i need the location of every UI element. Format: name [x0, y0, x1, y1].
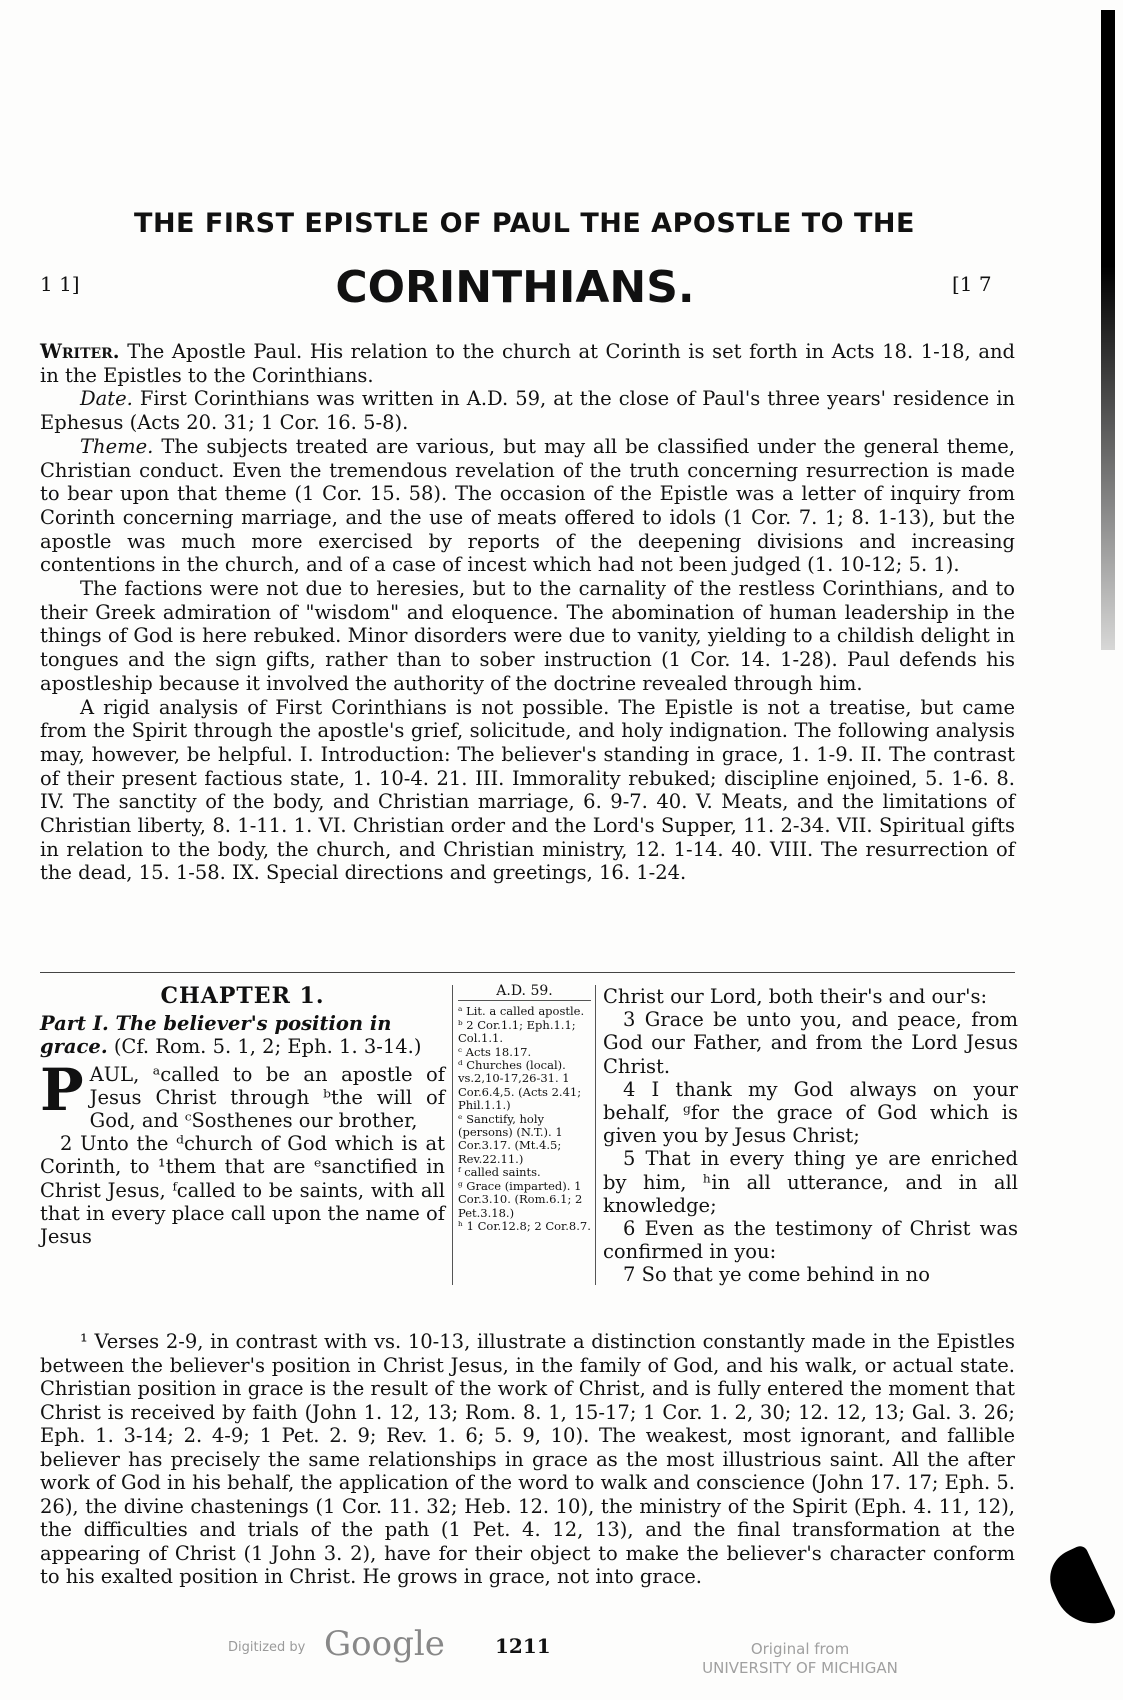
- digitized-by-label: Digitized by: [228, 1640, 306, 1655]
- footnote-text: ¹ Verses 2-9, in contrast with vs. 10-13, illustrate a distinction constantly made in the Epistles between the believer's position in Christ Jesus, in the family of God, and his walk, or actual state. Christian position in grace is the result of the work of Christ, and is fully entered the moment that Christ is received by faith (John 1. 12, 13; Rom. 8. 1, 15-17; 1 Cor. 1. 2, 30; 12. 12, 13; Gal. 3. 26; Eph. 1. 3-14; 2. 4-9; 1 Pet. 2. 9; Rev. 1. 6; 5. 9, 10). The weakest, most ignorant, and fallible believer has precisely the same relationships in grace as the most illustrious saint. All the after work of God in his behalf, the application of the word to walk and conscience (John 17. 17; Eph. 5. 26), the divine chastenings (1 Cor. 11. 32; Heb. 12. 10), the ministry of the Spirit (Eph. 4. 11, 12), the difficulties and trials of the path (1 Pet. 4. 12, 13), and the final transformation at the appearing of Christ (1 John 3. 2), have for their object to make the believer's character conform to his exalted position in Christ. He grows in grace, not into grace.: [40, 1330, 1015, 1588]
- verse-5: 5 That in every thing ye are enriched by him, ʰin all utterance, and in all knowledge;: [603, 1147, 1018, 1217]
- running-ref-left: 1 1]: [40, 272, 80, 296]
- page-edge-shadow: [1101, 10, 1115, 650]
- writer-label: Writer.: [40, 340, 120, 363]
- verse-1-text: AUL, ᵃcalled to be an apostle of Jesus Christ through ᵇthe will of God, and ᶜSosthenes our brother,: [89, 1062, 445, 1133]
- footnote: [40, 1330, 1015, 1589]
- margin-note: ʰ 1 Cor.12.8; 2 Cor.8.7.: [458, 1218, 591, 1233]
- margin-note: ᵈ Churches (local). vs.2,10-17,26-31. 1 Cor.6.4,5. (Acts 2.41; Phil.1.1.): [458, 1058, 582, 1113]
- margin-note: ᶠ called saints.: [458, 1165, 541, 1180]
- verse-2: 2 Unto the ᵈchurch of God which is at Corinth, to ¹them that are ᵉsanctified in Christ Jesus, ᶠcalled to be saints, with all that in every place call upon the name of Jesus: [40, 1132, 445, 1249]
- verse-4: 4 I thank my God always on your behalf, ᵍfor the grace of God which is given you by Jesus Christ;: [603, 1077, 1018, 1148]
- date-label: Date.: [80, 387, 133, 411]
- column-divider-left: [452, 985, 453, 1285]
- book-title-line: THE FIRST EPISTLE OF PAUL THE APOSTLE TO THE: [134, 208, 915, 239]
- date-text: First Corinthians was written in A.D. 59, at the close of Paul's three years' residence in Ephesus (Acts 20. 31; 1 Cor. 16. 5-8).: [40, 387, 1015, 435]
- part-heading: [40, 1012, 445, 1058]
- drop-cap: P: [40, 1055, 84, 1124]
- margin-note: ᵇ 2 Cor.1.1; Eph.1.1; Col.1.1.: [458, 1017, 576, 1046]
- margin-references: [458, 985, 591, 1233]
- verse-7: 7 So that ye come behind in no: [623, 1263, 930, 1287]
- original-from-line-1: Original from: [750, 1640, 850, 1658]
- margin-date: A.D. 59.: [458, 985, 591, 1001]
- intro-analysis: A rigid analysis of First Corinthians is not possible. The Epistle is not a treatise, but came from the Spirit through the apostle's grief, solicitude, and holy indignation. The following analysis may, however, be helpful. I. Introduction: The believer's standing in grace, 1. 1-9. II. The contrast of their present factious state, 1. 10-4. 21. III. Immorality rebuked; discipline enjoined, 5. 1-6. 8. IV. The sanctity of the body, and Christian marriage, 6. 9-7. 40. V. Meats, and the limitations of Christian liberty, 8. 1-11. 1. VI. Christian order and the Lord's Supper, 11. 2-34. VII. Spiritual gifts in relation to the body, the church, and Christian ministry, 12. 1-14. 40. VIII. The resurrection of the dead, 15. 1-58. IX. Special directions and greetings, 16. 1-24.: [40, 695, 1015, 885]
- original-from-line-2: UNIVERSITY OF MICHIGAN: [702, 1659, 898, 1677]
- margin-note: ᵍ Grace (imparted). 1 Cor.3.10. (Rom.6.1; 2 Pet.3.18.): [458, 1178, 583, 1220]
- part-title: Part I. The believer's position in grace.: [40, 1012, 392, 1059]
- page-number: 1211: [495, 1634, 551, 1658]
- original-from-label: [685, 1640, 915, 1678]
- intro-date: [40, 387, 1015, 434]
- theme-label: Theme.: [80, 434, 154, 458]
- text-column-right: [603, 985, 1018, 1287]
- chapter-heading: CHAPTER 1.: [160, 983, 325, 1009]
- section-rule: [40, 972, 1015, 973]
- theme-text: The subjects treated are various, but may all be classified under the general theme, Christian conduct. Even the tremendous revelation of the truth concerning resurrection is made to bear upon that theme (1 Cor. 15. 58). The occasion of the Epistle was a letter of inquiry from Corinth concerning marriage, and the use of meats offered to idols (1 Cor. 7. 1; 8. 1-13), but the apostle was much more exercised by reports of the deepening divisions and increasing contentions in the church, and of a case of incest which had not been judged (1. 10-12; 5. 1).: [40, 434, 1015, 577]
- margin-note: ᵉ Sanctify, holy (persons) (N.T.). 1 Cor.3.17. (Mt.4.5; Rev.22.11.): [458, 1111, 563, 1166]
- running-ref-right: [1 7: [952, 272, 992, 296]
- introduction: [40, 340, 1015, 885]
- thumb-mark: [1040, 1544, 1117, 1637]
- verse-1: [40, 1055, 445, 1133]
- writer-text: The Apostle Paul. His relation to the church at Corinth is set forth in Acts 18. 1-18, and in the Epistles to the Corinthians.: [40, 340, 1015, 387]
- part-reference: (Cf. Rom. 5. 1, 2; Eph. 1. 3-14.): [107, 1035, 422, 1059]
- verse-6: 6 Even as the testimony of Christ was confirmed in you:: [603, 1217, 1018, 1264]
- intro-theme: [40, 435, 1015, 577]
- verse-2-cont: Christ our Lord, both their's and our's:: [603, 985, 988, 1008]
- text-column-left: [40, 985, 445, 1248]
- margin-note: ᶜ Acts 18.17.: [458, 1044, 532, 1059]
- google-logo: Google: [324, 1624, 445, 1664]
- book-title: CORINTHIANS.: [335, 262, 695, 313]
- intro-factions: The factions were not due to heresies, but to the carnality of the restless Corinthians, and to their Greek admiration of "wisdom" and eloquence. The abomination of human leadership in the things of God is here rebuked. Minor disorders were due to vanity, yielding to a childish delight in tongues and the sign gifts, rather than to sober instruction (1 Cor. 14. 1-28). Paul defends his apostleship because it involved the authority of the doctrine revealed through him.: [40, 577, 1015, 695]
- column-divider-right: [595, 985, 596, 1285]
- verse-3: 3 Grace be unto you, and peace, from God our Father, and from the Lord Jesus Christ.: [603, 1008, 1018, 1078]
- margin-note: ᵃ Lit. a called apostle.: [458, 1004, 585, 1019]
- intro-writer: [40, 340, 1015, 387]
